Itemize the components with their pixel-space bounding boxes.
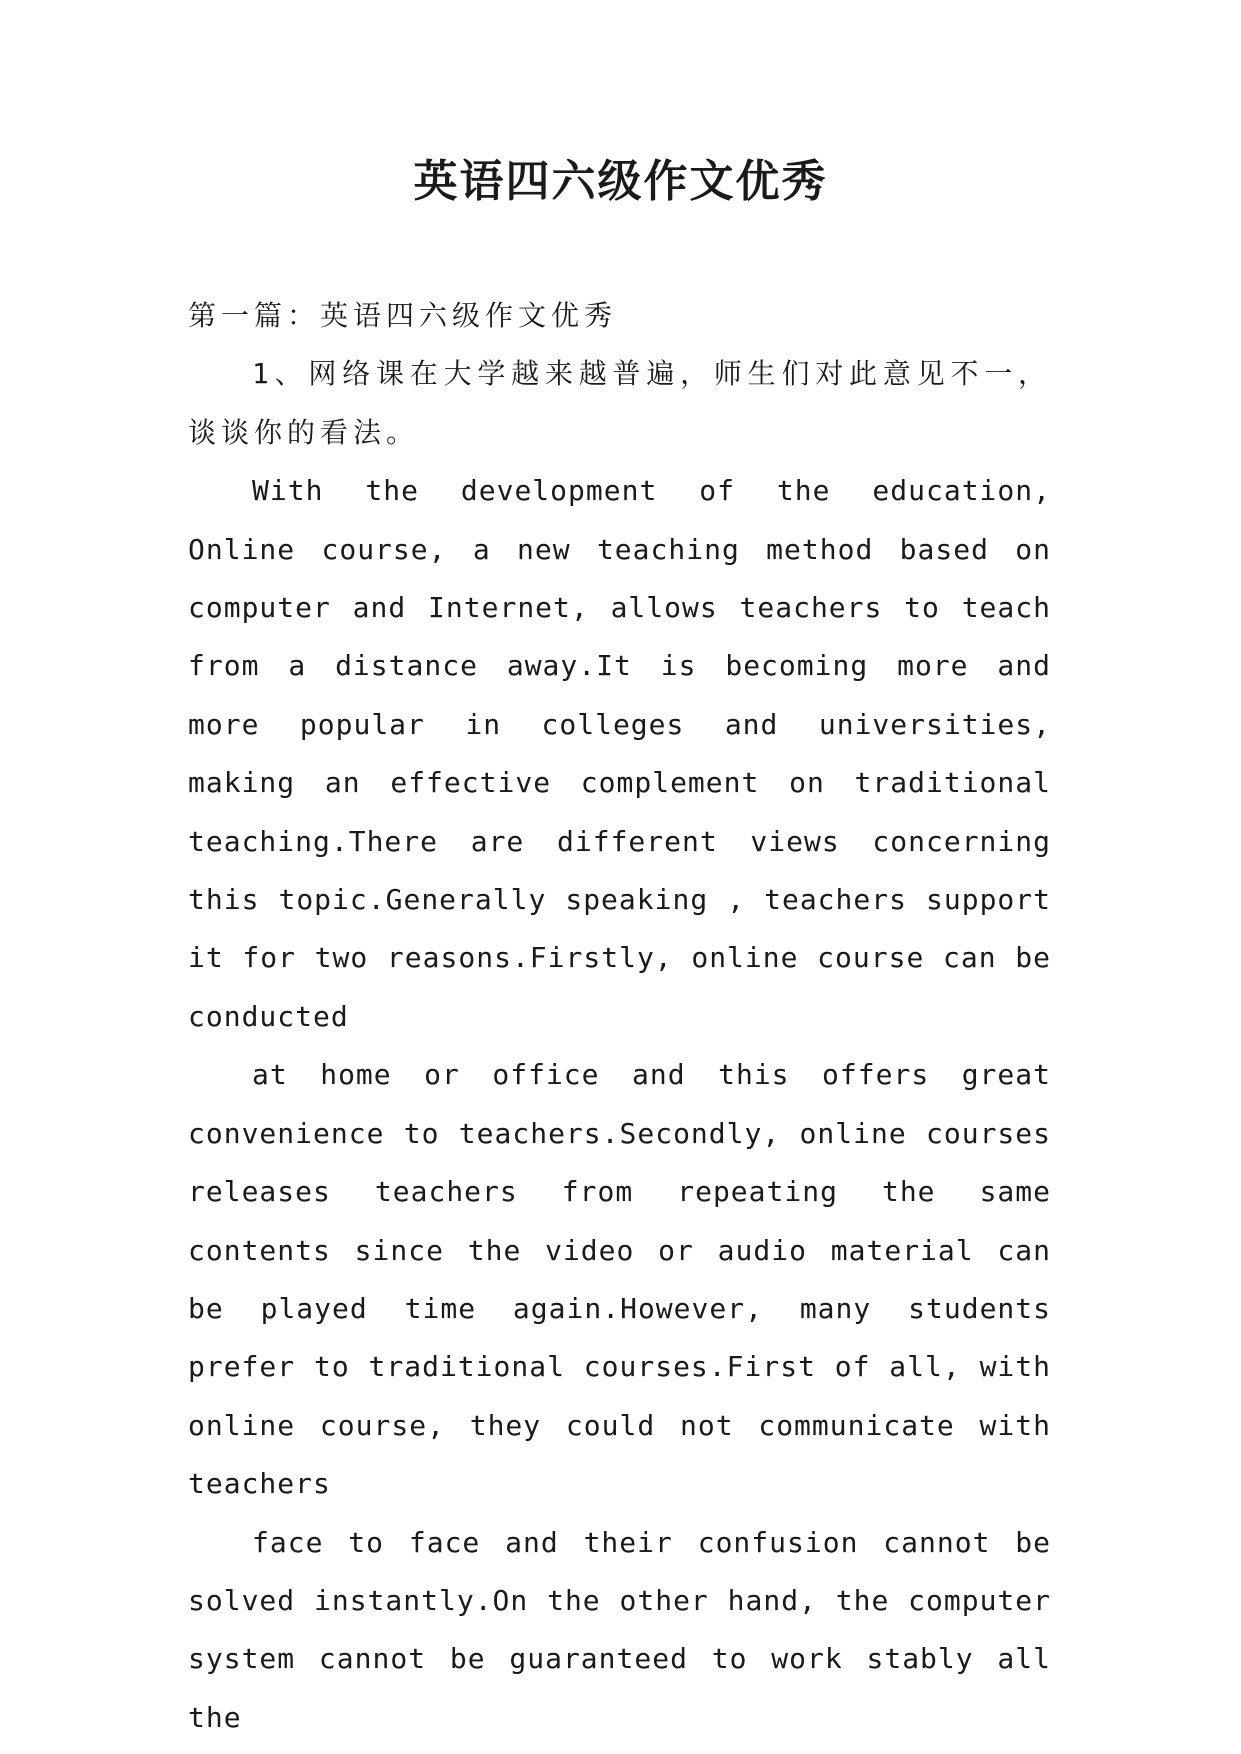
essay-paragraph-2: at home or office and this offers great convenience to teachers.Secondly, online courses releases teachers from repeating the same contents since the video or audio material can be played time again.However, many students prefer to traditional courses.First of all, with online course, they could not communicate with teachers: [188, 1058, 1051, 1501]
document-title: 英语四六级作文优秀: [413, 156, 828, 207]
essay-paragraph-1: With the development of the education, Online course, a new teaching method based on computer and Internet, allows teachers to teach from a distance away.It is becoming more and more popular in colleges and universities, making an effective complement on traditional teaching.There are different views concerning this topic.Generally speaking , teachers support it for two reasons.Firstly, online course can be conducted: [188, 474, 1051, 1033]
document-body: [188, 287, 1051, 1747]
essay-paragraph-3: face to face and their confusion cannot be solved instantly.On the other hand, the computer system cannot be guaranteed to work stably all the: [188, 1525, 1051, 1734]
section-heading: 第一篇：英语四六级作文优秀: [188, 299, 618, 332]
essay-question: 1、网络课在大学越来越普遍，师生们对此意见不一，谈谈你的看法。: [188, 357, 1051, 449]
